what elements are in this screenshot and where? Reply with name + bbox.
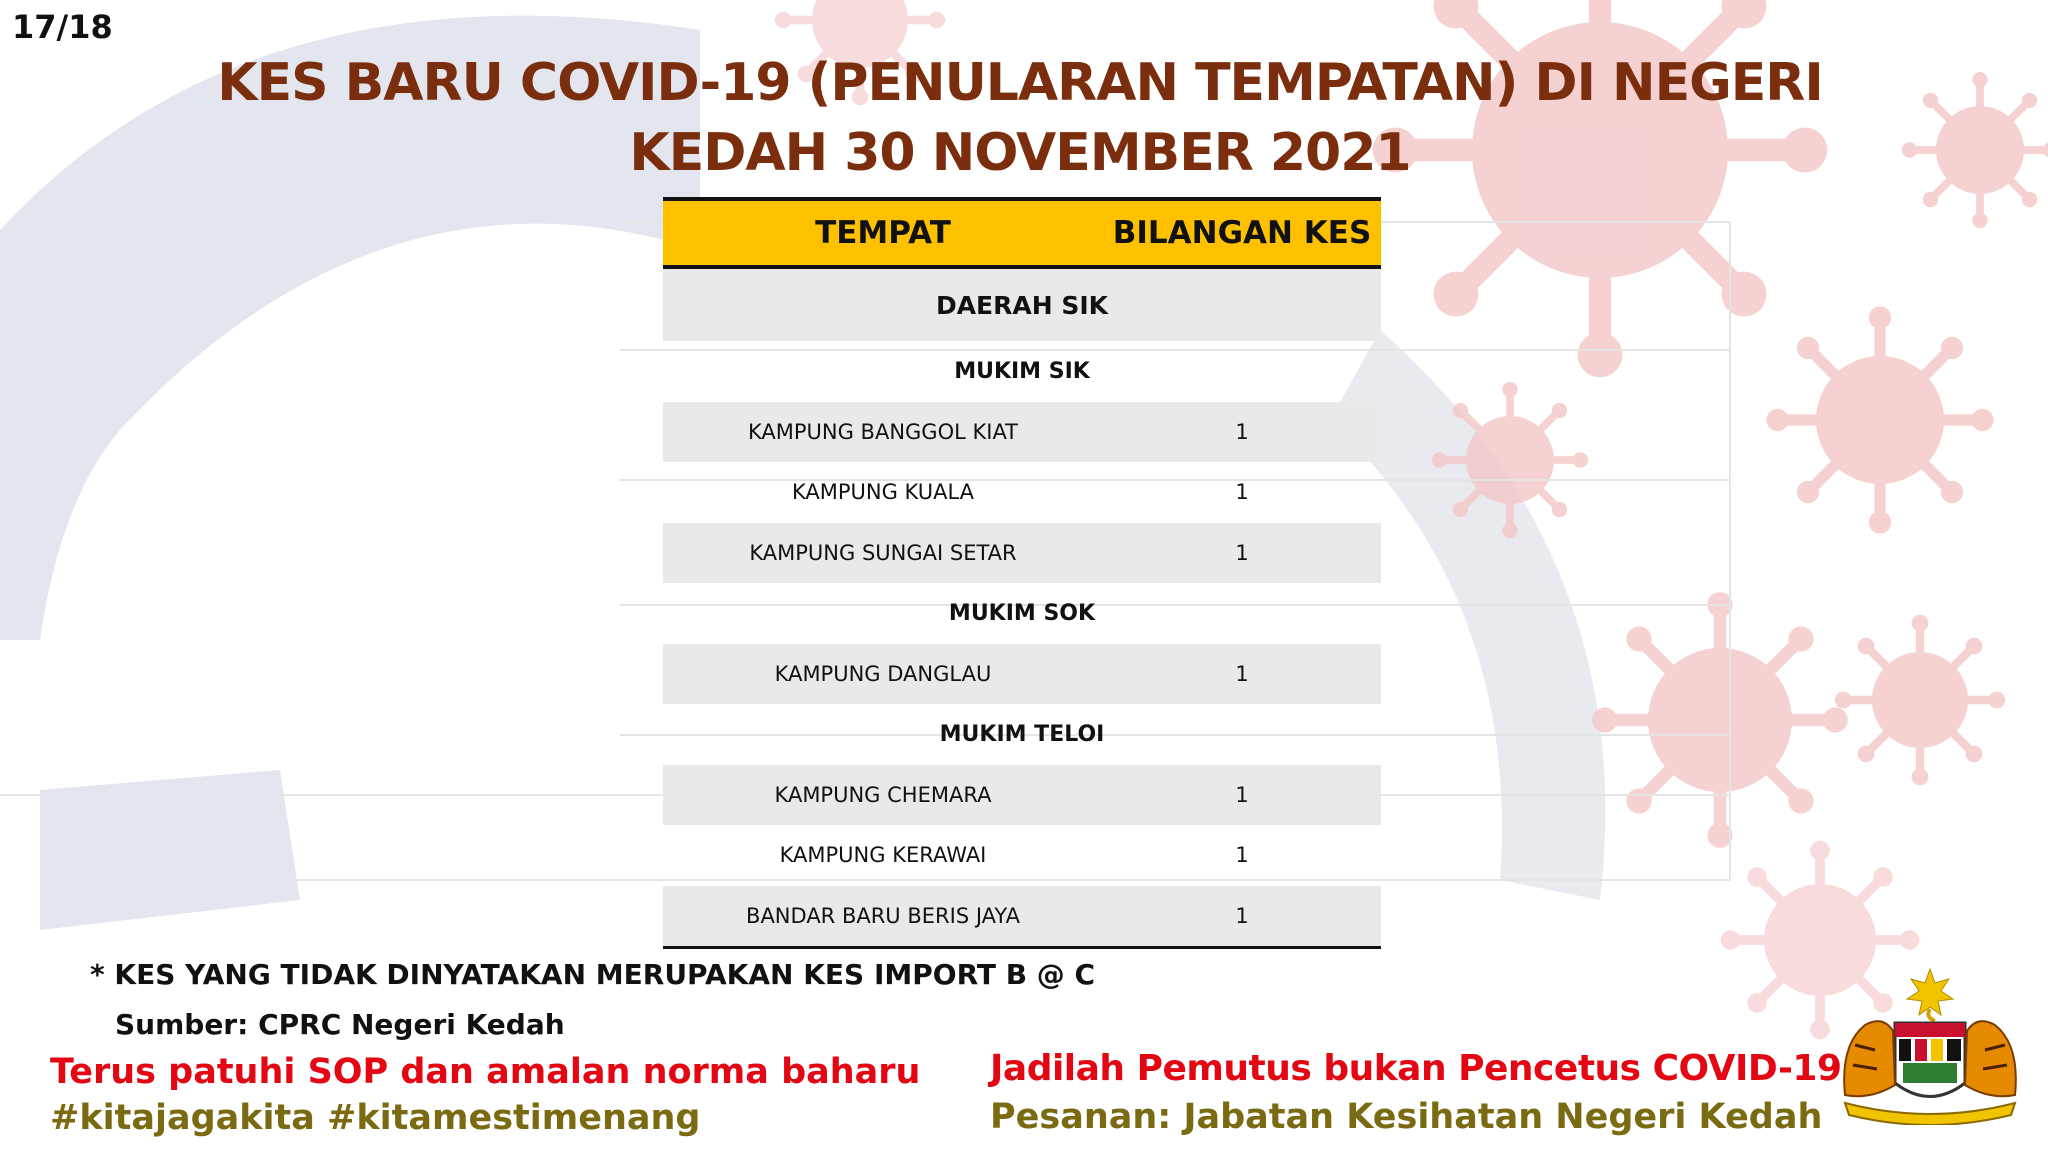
- cases-cell: 1: [1235, 540, 1249, 565]
- footnote: * KES YANG TIDAK DINYATAKAN MERUPAKAN KES IMPORT B @ C: [90, 958, 1096, 991]
- cases-table: [663, 197, 1381, 949]
- hashtags: #kitajagakita #kitamestimenang: [50, 1098, 701, 1138]
- source-credit: Sumber: CPRC Negeri Kedah: [115, 1008, 565, 1041]
- table-row: [663, 402, 1381, 463]
- place-cell: KAMPUNG SUNGAI SETAR: [749, 540, 1017, 565]
- table-row: [663, 765, 1381, 826]
- mukim-name: MUKIM TELOI: [939, 721, 1105, 747]
- table-row: [663, 462, 1381, 523]
- page-number: 17/18: [12, 8, 113, 46]
- table-row: [663, 886, 1381, 947]
- cases-cell: 1: [1235, 480, 1249, 505]
- malaysia-coat-of-arms-icon: [1825, 965, 2035, 1125]
- place-cell: BANDAR BARU BERIS JAYA: [746, 903, 1020, 928]
- mukim-name: MUKIM SOK: [948, 600, 1096, 626]
- table-row: [663, 825, 1381, 886]
- header-tempat: TEMPAT: [815, 215, 951, 251]
- cases-cell: 1: [1235, 782, 1249, 807]
- table-header: [663, 197, 1381, 269]
- place-cell: KAMPUNG CHEMARA: [774, 782, 992, 807]
- sop-message: Terus patuhi SOP dan amalan norma baharu: [50, 1052, 921, 1092]
- place-cell: KAMPUNG KERAWAI: [779, 843, 987, 868]
- header-bilangan-kes: BILANGAN KES: [1112, 215, 1372, 251]
- slogan: Jadilah Pemutus bukan Pencetus COVID-19: [990, 1048, 1842, 1089]
- district-row: [663, 269, 1381, 341]
- cases-cell: 1: [1235, 843, 1249, 868]
- cases-cell: 1: [1235, 419, 1249, 444]
- place-cell: KAMPUNG DANGLAU: [774, 661, 992, 686]
- district-name: DAERAH SIK: [935, 290, 1109, 320]
- table-row: [663, 523, 1381, 584]
- mukim-row: [663, 704, 1381, 765]
- mukim-row: [663, 341, 1381, 402]
- title-line-2: KEDAH 30 NOVEMBER 2021: [629, 123, 1411, 183]
- mukim-name: MUKIM SIK: [954, 358, 1090, 384]
- page-title: [200, 48, 1840, 188]
- cases-cell: 1: [1235, 903, 1249, 928]
- place-cell: KAMPUNG KUALA: [791, 480, 975, 505]
- table-row: [663, 644, 1381, 705]
- mukim-row: [663, 583, 1381, 644]
- cases-cell: 1: [1235, 661, 1249, 686]
- title-line-1: KES BARU COVID-19 (PENULARAN TEMPATAN) DI NEGERI: [217, 53, 1823, 113]
- table-body: [663, 269, 1381, 949]
- place-cell: KAMPUNG BANGGOL KIAT: [747, 419, 1019, 444]
- message-credit: Pesanan: Jabatan Kesihatan Negeri Kedah: [990, 1097, 1823, 1137]
